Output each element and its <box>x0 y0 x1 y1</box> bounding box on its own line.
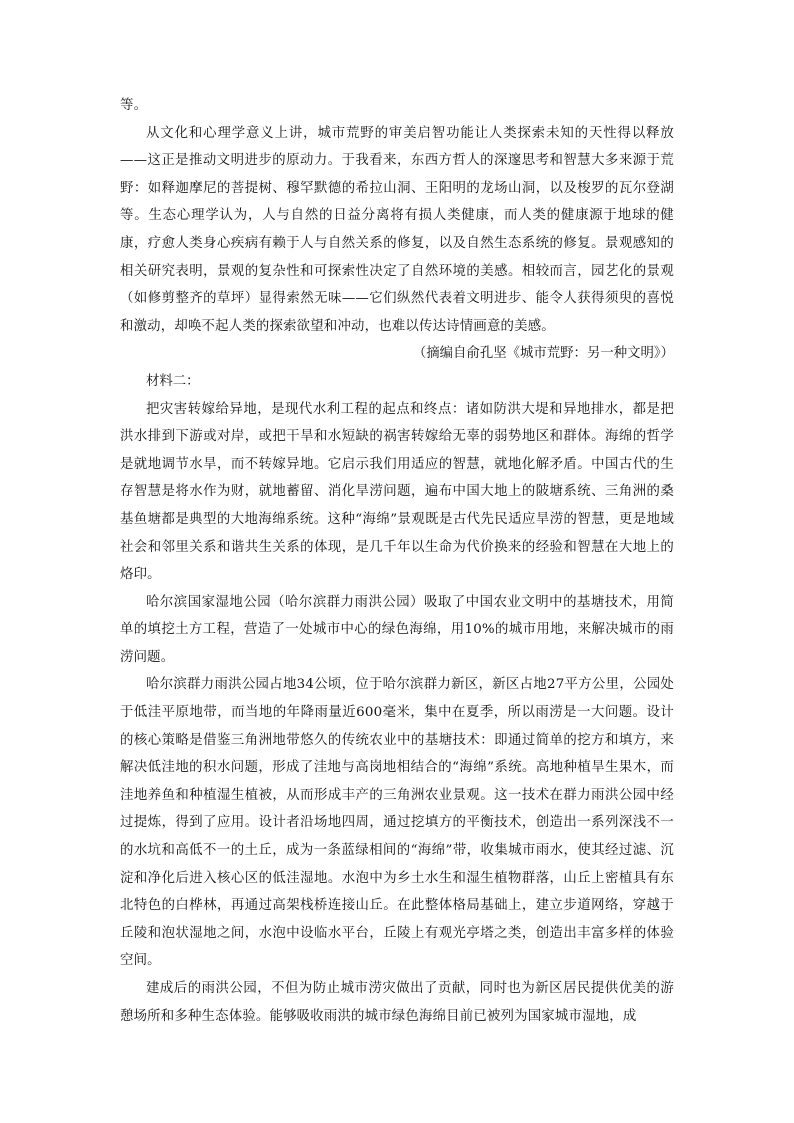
paragraph-5: 建成后的雨洪公园，不但为防止城市涝灾做出了贡献，同时也为新区居民提供优美的游憩场所和多种生态体验。能够吸收雨洪的城市绿色海绵目前已被列为国家城市湿地，成 <box>120 981 674 1024</box>
continuation-text: 等。 <box>120 98 148 113</box>
paragraph-4: 哈尔滨群力雨洪公园占地34公顷，位于哈尔滨群力新区，新区占地27平方公里，公园处于低洼平原地带，而当地的年降雨量近600毫米，集中在夏季，所以雨涝是一大问题。设计的核心策略是借鉴三角洲地带悠久的传统农业中的基塘技术：即通过简单的挖方和填方，来解决低洼地的积水问题，形成了洼地与高岗地相结合的“海绵”系统。高地种植旱生果木，而洼地养鱼和种植湿生植被，从而形成丰产的三角洲农业景观。这一技术在群力雨洪公园中经过提炼，得到了应用。设计者沿场地四周，通过挖填方的平衡技术，创造出一系列深浅不一的水坑和高低不一的土丘，成为一条蓝绿相间的“海绵”带，收集城市雨水，使其经过滤、沉淀和净化后进入核心区的低洼湿地。水泡中为乡土水生和湿生植物群落，山丘上密植具有东北特色的白桦林，再通过高架栈桥连接山丘。在此整体格局基础上，建立步道网络，穿越于丘陵和泡状湿地之间，水泡中设临水平台，丘陵上有观光亭塔之类，创造出丰富多样的体验空间。 <box>120 677 674 969</box>
paragraph-1: 从文化和心理学意义上讲，城市荒野的审美启智功能让人类探索未知的天性得以释放——这正是推动文明进步的原动力。于我看来，东西方哲人的深邃思考和智慧大多来源于荒野：如释迦摩尼的菩提树、穆罕默德的希拉山洞、王阳明的龙场山洞，以及梭罗的瓦尔登湖等。生态心理学认为，人与自然的日益分离将有损人类健康，而人类的健康源于地球的健康，疗愈人类身心疾病有赖于人与自然关系的修复，以及自然生态系统的修复。景观感知的相关研究表明，景观的复杂性和可探索性决定了自然环境的美感。相较而言，园艺化的景观（如修剪整齐的草坪）显得索然无味——它们纵然代表着文明进步、能令人获得须臾的喜悦和激动，却唤不起人类的探索欲望和冲动，也难以传达诗情画意的美感。 <box>120 125 674 334</box>
document-page <box>120 92 674 1030</box>
paragraph-3: 哈尔滨国家湿地公园（哈尔滨群力雨洪公园）吸取了中国农业文明中的基塘技术，用简单的填挖土方工程，营造了一处城市中心的绿色海绵，用10%的城市用地，来解决城市的雨涝问题。 <box>120 594 674 665</box>
material-2-heading: 材料二： <box>146 373 200 389</box>
source-citation: （摘编自俞孔坚《城市荒野：另一种文明》） <box>412 346 674 362</box>
paragraph-2: 把灾害转嫁给异地，是现代水利工程的起点和终点：诸如防洪大堤和异地排水，都是把洪水排到下游或对岸，或把干旱和水短缺的祸害转嫁给无辜的弱势地区和群体。海绵的哲学是就地调节水旱，而不转嫁异地。它启示我们用适应的智慧，就地化解矛盾。中国古代的生存智慧是将水作为财，就地蓄留、消化旱涝问题，遍布中国大地上的陂塘系统、三角洲的桑基鱼塘都是典型的大地海绵系统。这种“海绵”景观既是古代先民适应旱涝的智慧，更是地域社会和邻里关系和谐共生关系的体现，是几千年以生命为代价换来的经验和智慧在大地上的烙印。 <box>120 401 674 583</box>
